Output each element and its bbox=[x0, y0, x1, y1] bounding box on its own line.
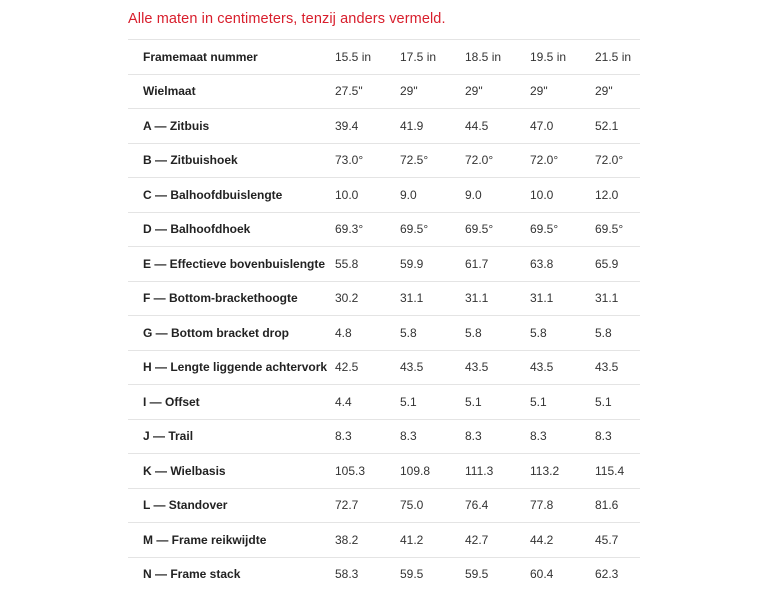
table-cell: 59.5 bbox=[400, 557, 465, 591]
table-cell: 72.0° bbox=[530, 143, 595, 178]
table-cell: 52.1 bbox=[595, 109, 640, 144]
row-label: L — Standover bbox=[128, 488, 335, 523]
table-cell: 41.9 bbox=[400, 109, 465, 144]
row-label: B — Zitbuishoek bbox=[128, 143, 335, 178]
table-cell: 59.9 bbox=[400, 247, 465, 282]
table-cell: 69.5° bbox=[400, 212, 465, 247]
table-cell: 60.4 bbox=[530, 557, 595, 591]
table-cell: 29" bbox=[465, 74, 530, 109]
table-row-head-tube-length bbox=[128, 178, 640, 213]
table-cell: 29" bbox=[530, 74, 595, 109]
table-cell: 81.6 bbox=[595, 488, 640, 523]
table-row-standover bbox=[128, 488, 640, 523]
table-cell: 42.5 bbox=[335, 350, 400, 385]
table-row-seat-tube bbox=[128, 109, 640, 144]
table-row-bb-drop bbox=[128, 316, 640, 351]
table-cell: 72.7 bbox=[335, 488, 400, 523]
row-label: I — Offset bbox=[128, 385, 335, 420]
table-cell: 59.5 bbox=[465, 557, 530, 591]
table-cell: 44.2 bbox=[530, 523, 595, 558]
table-cell: 42.7 bbox=[465, 523, 530, 558]
table-cell: 69.5° bbox=[595, 212, 640, 247]
table-cell: 55.8 bbox=[335, 247, 400, 282]
table-cell: 41.2 bbox=[400, 523, 465, 558]
row-label: H — Lengte liggende achtervork bbox=[128, 350, 335, 385]
table-cell: 69.3° bbox=[335, 212, 400, 247]
table-row-wheelbase bbox=[128, 454, 640, 489]
table-cell: 31.1 bbox=[465, 281, 530, 316]
table-cell: 45.7 bbox=[595, 523, 640, 558]
table-cell: 5.1 bbox=[400, 385, 465, 420]
table-row-trail bbox=[128, 419, 640, 454]
table-cell: 4.8 bbox=[335, 316, 400, 351]
table-cell: 21.5 in bbox=[595, 40, 640, 75]
row-label: K — Wielbasis bbox=[128, 454, 335, 489]
table-row-head-tube-angle bbox=[128, 212, 640, 247]
row-label: J — Trail bbox=[128, 419, 335, 454]
row-label: Wielmaat bbox=[128, 74, 335, 109]
table-cell: 5.1 bbox=[530, 385, 595, 420]
table-cell: 62.3 bbox=[595, 557, 640, 591]
row-label: E — Effectieve bovenbuislengte bbox=[128, 247, 335, 282]
table-cell: 5.8 bbox=[400, 316, 465, 351]
table-cell: 5.8 bbox=[595, 316, 640, 351]
table-cell: 43.5 bbox=[530, 350, 595, 385]
table-cell: 73.0° bbox=[335, 143, 400, 178]
table-cell: 65.9 bbox=[595, 247, 640, 282]
geometry-table bbox=[128, 39, 640, 591]
table-cell: 58.3 bbox=[335, 557, 400, 591]
table-cell: 17.5 in bbox=[400, 40, 465, 75]
row-label: F — Bottom-brackethoogte bbox=[128, 281, 335, 316]
table-cell: 111.3 bbox=[465, 454, 530, 489]
table-row-frame-stack bbox=[128, 557, 640, 591]
table-cell: 76.4 bbox=[465, 488, 530, 523]
table-cell: 5.1 bbox=[595, 385, 640, 420]
table-cell: 105.3 bbox=[335, 454, 400, 489]
table-cell: 63.8 bbox=[530, 247, 595, 282]
table-cell: 18.5 in bbox=[465, 40, 530, 75]
table-row-bb-height bbox=[128, 281, 640, 316]
table-cell: 113.2 bbox=[530, 454, 595, 489]
units-note: Alle maten in centimeters, tenzij anders vermeld. bbox=[128, 11, 446, 27]
table-row-offset bbox=[128, 385, 640, 420]
table-cell: 44.5 bbox=[465, 109, 530, 144]
table-cell: 8.3 bbox=[595, 419, 640, 454]
table-row-seat-tube-angle bbox=[128, 143, 640, 178]
table-cell: 29" bbox=[400, 74, 465, 109]
geometry-table-body bbox=[128, 40, 640, 591]
table-cell: 19.5 in bbox=[530, 40, 595, 75]
table-cell: 61.7 bbox=[465, 247, 530, 282]
table-cell: 39.4 bbox=[335, 109, 400, 144]
table-cell: 8.3 bbox=[530, 419, 595, 454]
table-cell: 8.3 bbox=[335, 419, 400, 454]
table-cell: 30.2 bbox=[335, 281, 400, 316]
table-cell: 75.0 bbox=[400, 488, 465, 523]
row-label: N — Frame stack bbox=[128, 557, 335, 591]
table-cell: 31.1 bbox=[400, 281, 465, 316]
table-cell: 15.5 in bbox=[335, 40, 400, 75]
table-cell: 8.3 bbox=[400, 419, 465, 454]
table-cell: 38.2 bbox=[335, 523, 400, 558]
table-cell: 72.0° bbox=[595, 143, 640, 178]
table-cell: 10.0 bbox=[335, 178, 400, 213]
table-row-frame-size bbox=[128, 40, 640, 75]
table-cell: 8.3 bbox=[465, 419, 530, 454]
table-cell: 43.5 bbox=[595, 350, 640, 385]
table-cell: 31.1 bbox=[595, 281, 640, 316]
table-cell: 5.8 bbox=[530, 316, 595, 351]
table-cell: 9.0 bbox=[465, 178, 530, 213]
row-label: A — Zitbuis bbox=[128, 109, 335, 144]
table-row-frame-reach bbox=[128, 523, 640, 558]
table-cell: 4.4 bbox=[335, 385, 400, 420]
table-cell: 12.0 bbox=[595, 178, 640, 213]
table-cell: 29" bbox=[595, 74, 640, 109]
table-row-wheel-size bbox=[128, 74, 640, 109]
row-label: C — Balhoofdbuislengte bbox=[128, 178, 335, 213]
table-cell: 10.0 bbox=[530, 178, 595, 213]
table-cell: 72.5° bbox=[400, 143, 465, 178]
row-label: Framemaat nummer bbox=[128, 40, 335, 75]
table-cell: 5.8 bbox=[465, 316, 530, 351]
row-label: M — Frame reikwijdte bbox=[128, 523, 335, 558]
table-cell: 27.5" bbox=[335, 74, 400, 109]
row-label: G — Bottom bracket drop bbox=[128, 316, 335, 351]
table-cell: 43.5 bbox=[465, 350, 530, 385]
table-cell: 43.5 bbox=[400, 350, 465, 385]
table-cell: 72.0° bbox=[465, 143, 530, 178]
table-row-chainstay-length bbox=[128, 350, 640, 385]
table-row-effective-top-tube bbox=[128, 247, 640, 282]
table-cell: 47.0 bbox=[530, 109, 595, 144]
table-cell: 69.5° bbox=[465, 212, 530, 247]
table-cell: 31.1 bbox=[530, 281, 595, 316]
table-cell: 77.8 bbox=[530, 488, 595, 523]
table-cell: 9.0 bbox=[400, 178, 465, 213]
table-cell: 115.4 bbox=[595, 454, 640, 489]
table-cell: 109.8 bbox=[400, 454, 465, 489]
row-label: D — Balhoofdhoek bbox=[128, 212, 335, 247]
table-cell: 69.5° bbox=[530, 212, 595, 247]
table-cell: 5.1 bbox=[465, 385, 530, 420]
